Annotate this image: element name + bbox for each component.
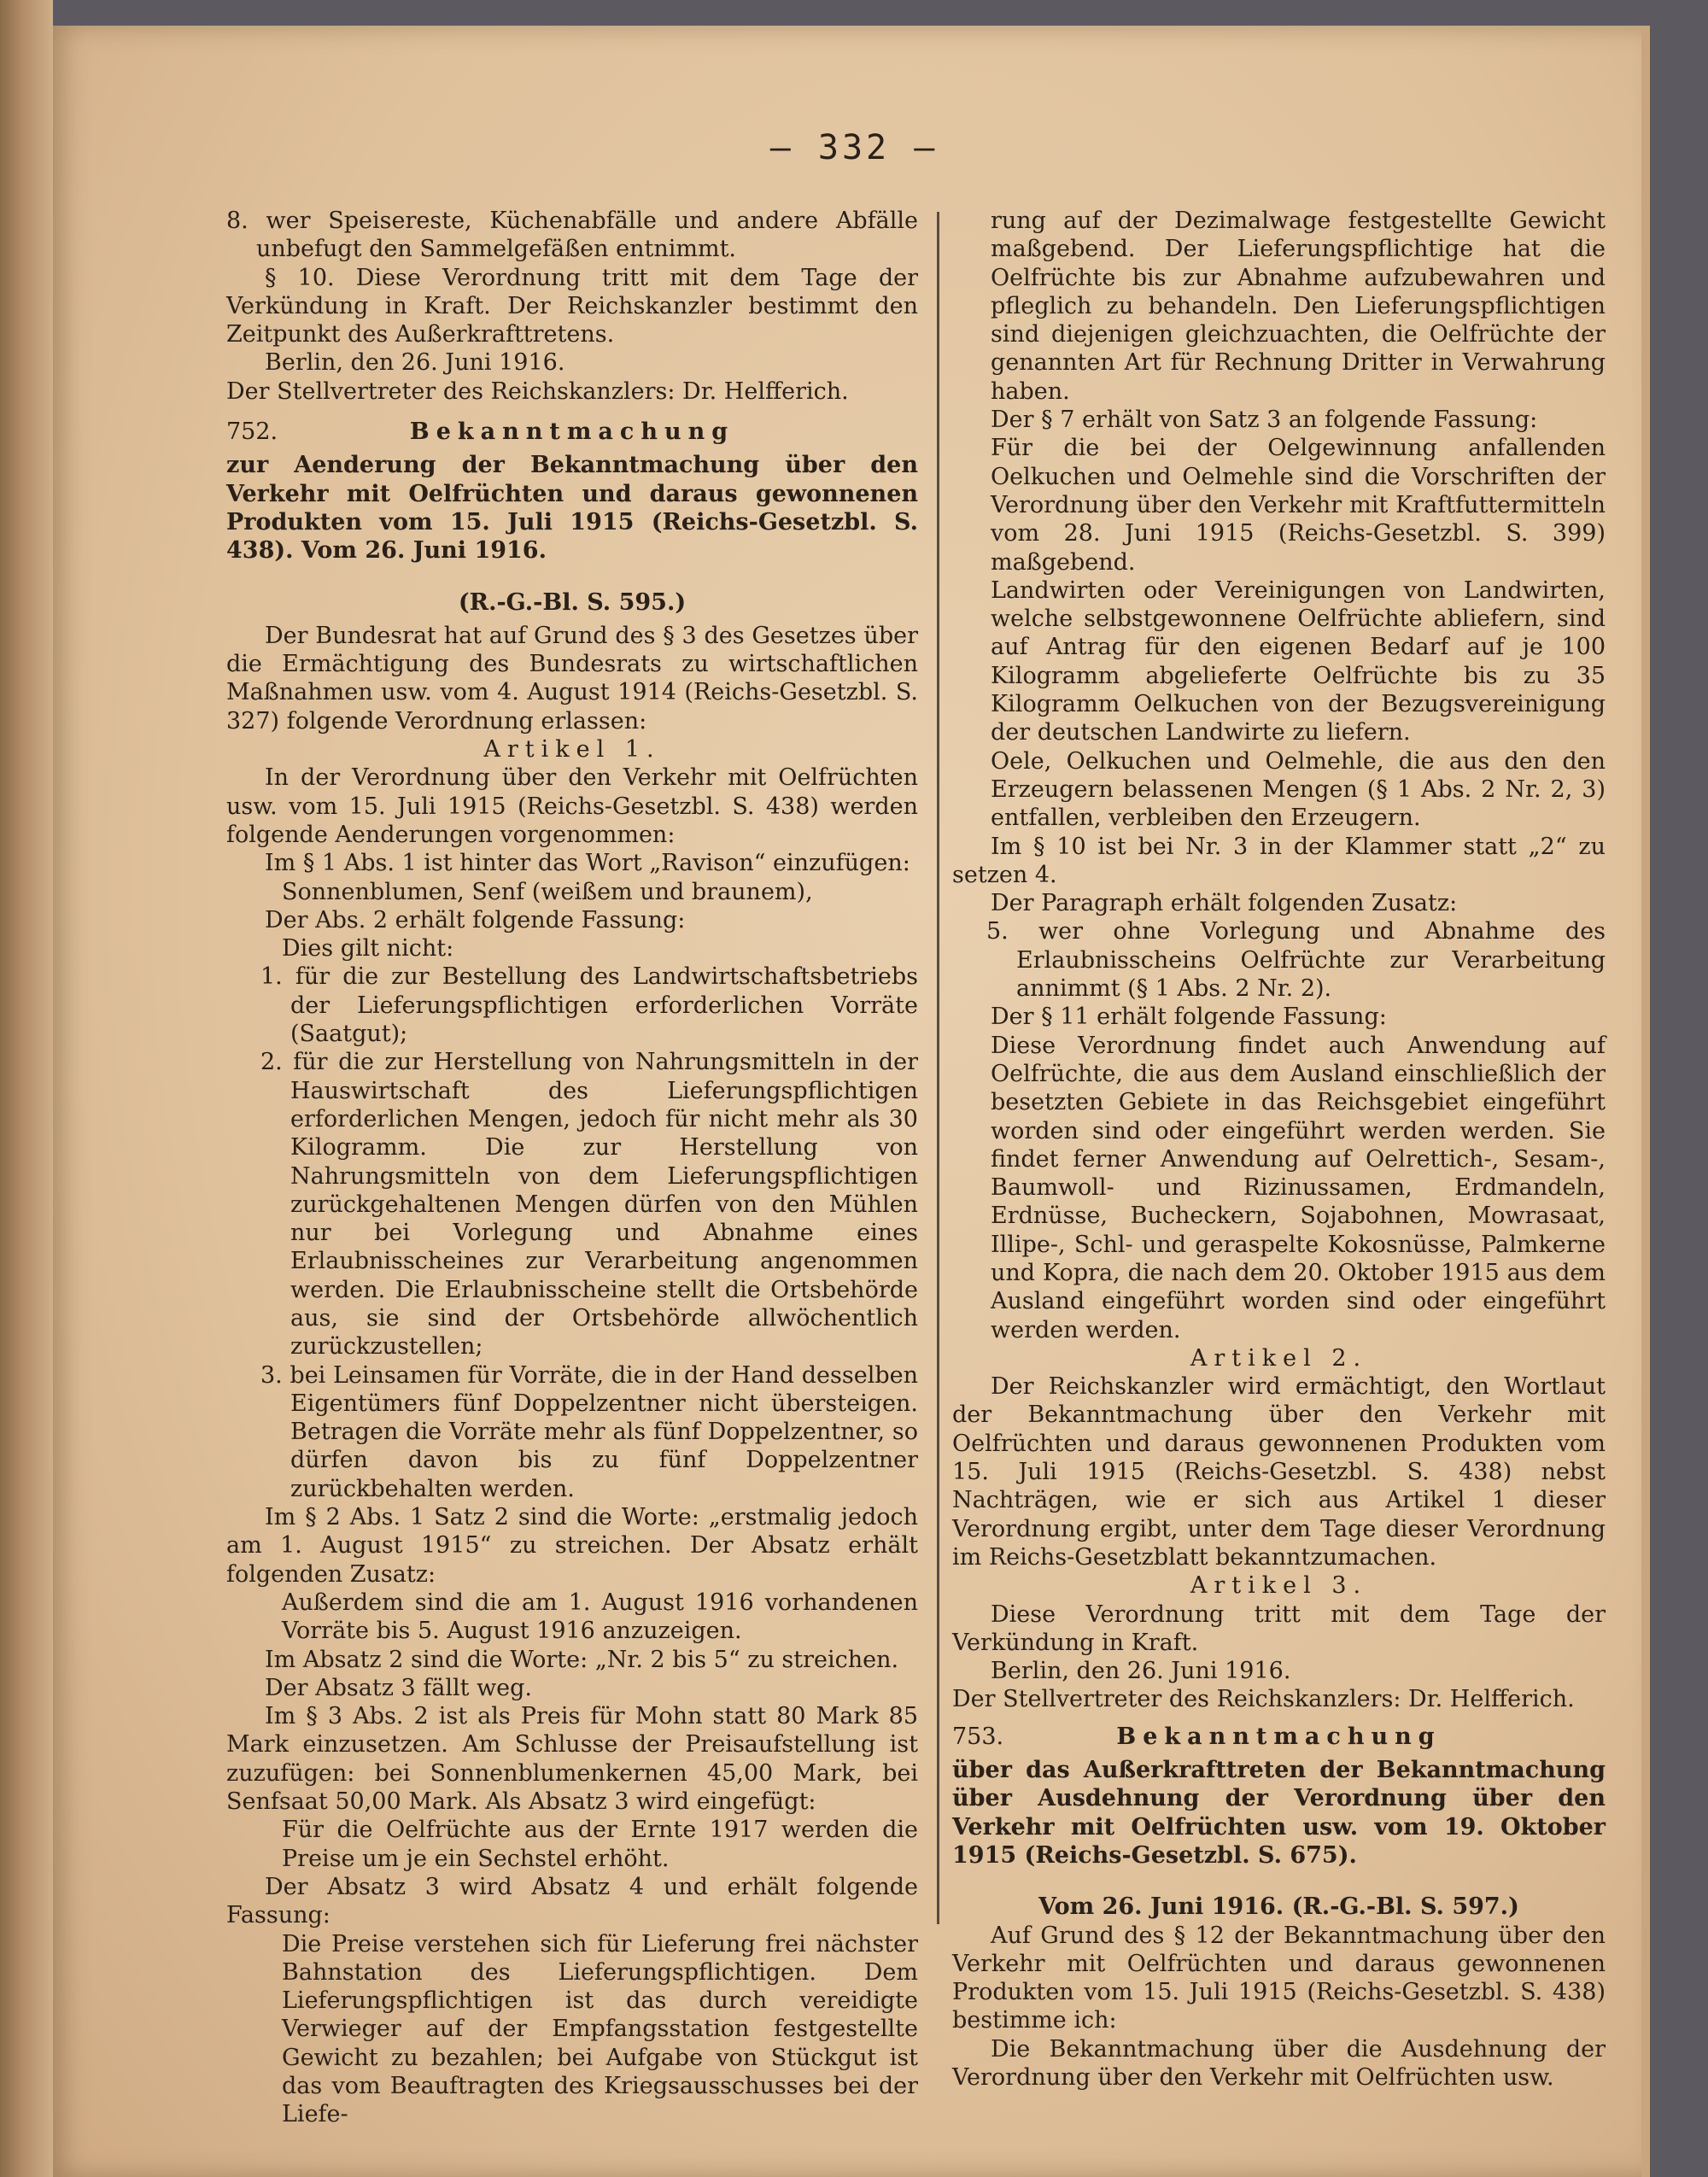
article-heading: Artikel 3.: [1190, 1572, 1368, 1600]
paragraph: rung auf der Dezimalwage festgestellte Gewicht maßgebend. Der Lieferungspflichtige hat die Oelfrüchte bis zur Abnahme aufzubewahren und pfleglich zu behandeln. Den Lieferungspflichtigen sind diejenigen gleichzuachten, die Oelfrüchte der genannten Art für Rechnung Dritter in Verwahrung haben.: [991, 208, 1606, 405]
paragraph: Der Bundesrat hat auf Grund des § 3 des Gesetzes über die Ermächtigung des Bundesrats zu wirtschaftlichen Maßnahmen usw. vom 4. August 1914 (Reichs-Gesetzbl. S. 327) folgende Verordnung erlassen:: [226, 622, 918, 734]
paragraph: Der Absatz 3 wird Absatz 4 und erhält folgende Fassung:: [226, 1873, 918, 1929]
list-item: 5. wer ohne Vorlegung und Abnahme des Erlaubnisscheins Oelfrüchte zur Verarbeitung annimmt (§ 1 Abs. 2 Nr. 2).: [986, 918, 1606, 1003]
page-number: — 332 —: [769, 128, 939, 167]
page-edge: [1641, 26, 1650, 2177]
paragraph: Für die Oelfrüchte aus der Ernte 1917 werden die Preise um je ein Sechstel erhöht.: [282, 1817, 918, 1872]
paragraph: Die Bekanntmachung über die Ausdehnung der Verordnung über den Verkehr mit Oelfrüchten usw.: [952, 2035, 1606, 2091]
list-item: 3. bei Leinsamen für Vorräte, die in der Hand desselben Eigentümers fünf Doppelzentner nicht übersteigen. Betragen die Vorräte mehr als fünf Doppelzentner, so dürfen davon bis zu fünf Doppelzentner zurückbehalten werden.: [260, 1361, 918, 1502]
signature: Der Stellvertreter des Reichskanzlers: Dr. Helfferich.: [952, 1686, 1575, 1713]
article-heading: Artikel 1.: [483, 736, 661, 764]
paragraph: Im § 2 Abs. 1 Satz 2 sind die Worte: „erstmalig jedoch am 1. August 1915“ zu streichen. Der Absatz erhält folgenden Zusatz:: [226, 1504, 918, 1588]
paragraph: Oele, Oelkuchen und Oelmehle, die aus den den Erzeugern belassenen Mengen (§ 1 Abs. 2 Nr. 2, 3) entfallen, verbleiben den Erzeugern.: [991, 747, 1606, 832]
left-column: [226, 207, 918, 2129]
paragraph: Sonnenblumen, Senf (weißem und braunem),: [282, 878, 813, 905]
paragraph: Der Absatz 3 fällt weg.: [265, 1674, 533, 1701]
notice-number: 753.: [952, 1723, 1004, 1750]
book-spine: [0, 0, 53, 2177]
paragraph: Im § 10 ist bei Nr. 3 in der Klammer statt „2“ zu setzen 4.: [952, 833, 1606, 888]
notice-subtitle: zur Aenderung der Bekanntmachung über den Verkehr mit Oelfrüchten und daraus gewonnenen Produkten vom 15. Juli 1915 (Reichs-Gesetzbl. S. 438). Vom 26. Juni 1916.: [226, 452, 918, 565]
notice-title: Bekanntmachung: [409, 418, 735, 446]
notice-title: Bekanntmachung: [1116, 1723, 1442, 1750]
article-heading: Artikel 2.: [1190, 1344, 1368, 1372]
paragraph: Landwirten oder Vereinigungen von Landwirten, welche selbstgewonnene Oelfrüchte abliefern, sind auf Antrag für den eigenen Bedarf auf je 100 Kilogramm abgelieferte Oelfrüchte bis zu 35 Kilogramm Oelkuchen von der Bezugsvereinigung der deutschen Landwirte zu liefern.: [991, 576, 1606, 746]
notice-reference: (R.-G.-Bl. S. 595.): [458, 588, 687, 616]
signature: Der Stellvertreter des Reichskanzlers: Dr. Helfferich.: [226, 377, 849, 405]
paragraph: Der § 7 erhält von Satz 3 an folgende Fassung:: [991, 407, 1538, 434]
paragraph: Der § 11 erhält folgende Fassung:: [991, 1004, 1387, 1031]
notice-number: 752.: [226, 418, 278, 446]
paragraph: 8. wer Speisereste, Küchenabfälle und andere Abfälle unbefugt den Sammelgefäßen entnimmt.: [226, 208, 918, 263]
paragraph: Diese Verordnung tritt mit dem Tage der Verkündung in Kraft.: [952, 1601, 1606, 1656]
notice-heading: [226, 418, 918, 446]
paragraph: Im § 3 Abs. 2 ist als Preis für Mohn statt 80 Mark 85 Mark einzusetzen. Am Schlusse der Preisaufstellung ist zuzufügen: bei Sonnenblumenkernen 45,00 Mark, bei Senfsaat 50,00 Mark. Als Absatz 3 wird eingefügt:: [226, 1703, 918, 1816]
date-line: Berlin, den 26. Juni 1916.: [265, 349, 565, 377]
paragraph: Im Absatz 2 sind die Worte: „Nr. 2 bis 5“ zu streichen.: [265, 1646, 899, 1673]
paragraph: Die Preise verstehen sich für Lieferung frei nächster Bahnstation des Lieferungspflichtigen. Dem Lieferungspflichtigen ist das durch vereidigte Verwieger auf der Empfangsstation festgestellte Gewicht zu bezahlen; bei Aufgabe von Stückgut ist das vom Beauftragten des Kriegsausschusses bei der Liefe-: [282, 1930, 918, 2128]
notice-reference: Vom 26. Juni 1916. (R.-G.-Bl. S. 597.): [1038, 1893, 1519, 1921]
paragraph: § 10. Diese Verordnung tritt mit dem Tage der Verkündung in Kraft. Der Reichskanzler bestimmt den Zeitpunkt des Außerkrafttretens.: [226, 264, 918, 348]
paragraph: In der Verordnung über den Verkehr mit Oelfrüchten usw. vom 15. Juli 1915 (Reichs-Gesetzbl. S. 438) werden folgende Aenderungen vorgenommen:: [226, 764, 918, 848]
paragraph: Für die bei der Oelgewinnung anfallenden Oelkuchen und Oelmehle sind die Vorschriften der Verordnung über den Verkehr mit Kraftfuttermitteln vom 28. Juni 1915 (Reichs-Gesetzbl. S. 399) maßgebend.: [991, 435, 1606, 576]
column-divider: [937, 212, 939, 1924]
notice-heading: [952, 1723, 1606, 1751]
paragraph: Auf Grund des § 12 der Bekanntmachung über den Verkehr mit Oelfrüchten und daraus gewonnenen Produkten vom 15. Juli 1915 (Reichs-Gesetzbl. S. 438) bestimme ich:: [952, 1922, 1606, 2034]
paragraph: Diese Verordnung findet auch Anwendung auf Oelfrüchte, die aus dem Ausland einschließlich der besetzten Gebiete in das Reichsgebiet eingeführt worden sind oder eingeführt werden werden. Sie findet ferner Anwendung auf Oelrettich-, Sesam-, Baumwoll- und Rizinussamen, Erdmandeln, Erdnüsse, Bucheckern, Sojabohnen, Mowrasaat, Illipe-, Schl- und geraspelte Kokosnüsse, Palmkerne und Kopra, die nach dem 20. Oktober 1915 aus dem Ausland eingeführt worden sind oder eingeführt werden werden.: [991, 1032, 1606, 1343]
list-item: 1. für die zur Bestellung des Landwirtschaftsbetriebs der Lieferungspflichtigen erforderlichen Vorräte (Saatgut);: [260, 963, 918, 1048]
paragraph: Der Reichskanzler wird ermächtigt, den Wortlaut der Bekanntmachung über den Verkehr mit Oelfrüchten und daraus gewonnenen Produkten vom 15. Juli 1915 (Reichs-Gesetzbl. S. 438) nebst Nachträgen, wie er sich aus Artikel 1 dieser Verordnung ergibt, unter dem Tage dieser Verordnung im Reichs-Gesetzblatt bekanntzumachen.: [952, 1373, 1606, 1571]
paragraph: Außerdem sind die am 1. August 1916 vorhandenen Vorräte bis 5. August 1916 anzuzeigen.: [282, 1589, 918, 1645]
paragraph: Der Paragraph erhält folgenden Zusatz:: [991, 890, 1458, 917]
date-line: Berlin, den 26. Juni 1916.: [991, 1658, 1291, 1685]
paragraph: Dies gilt nicht:: [282, 935, 454, 963]
paragraph: Im § 1 Abs. 1 ist hinter das Wort „Ravison“ einzufügen:: [265, 850, 910, 877]
right-column: [952, 207, 1606, 2092]
notice-subtitle: über das Außerkrafttreten der Bekanntmachung über Ausdehnung der Verordnung über den Verkehr mit Oelfrüchten usw. vom 19. Oktober 1915 (Reichs-Gesetzbl. S. 675).: [952, 1757, 1606, 1869]
paragraph: Der Abs. 2 erhält folgende Fassung:: [265, 906, 686, 933]
list-item: 2. für die zur Herstellung von Nahrungsmitteln in der Hauswirtschaft des Lieferungspflichtigen erforderlichen Mengen, jedoch für nicht mehr als 30 Kilogramm. Die zur Herstellung von Nahrungsmitteln von dem Lieferungspflichtigen zurückgehaltenen Mengen dürfen von den Mühlen nur bei Vorlegung und Abnahme eines Erlaubnisscheines zur Verarbeitung angenommen werden. Die Erlaubnisscheine stellt die Ortsbehörde aus, sie sind der Ortsbehörde allwöchentlich zurückzustellen;: [260, 1049, 918, 1361]
